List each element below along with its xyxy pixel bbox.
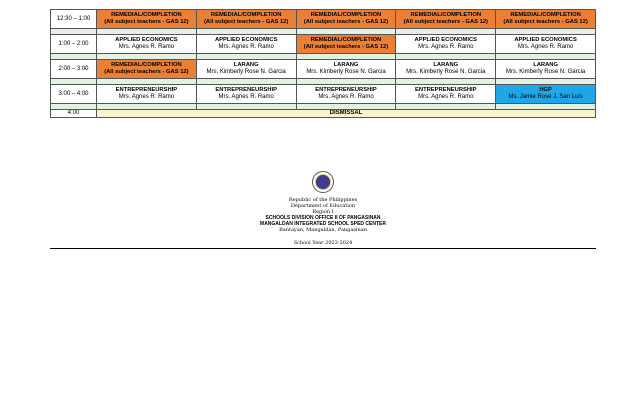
schedule-cell [396, 10, 496, 29]
schedule-cell [97, 35, 197, 54]
subject-label: ENTREPRENEURSHIP [415, 87, 477, 93]
subject-label: REMEDIAL/COMPLETION [111, 62, 182, 68]
teacher-label: (All subject teachers - GAS 12) [503, 19, 588, 25]
teacher-label: Mrs. Agnes R. Ramo [118, 94, 175, 100]
schedule-cell [196, 10, 296, 29]
school-year-line: School Year 2023-2024 [293, 240, 353, 246]
teacher-label: (All subject teachers - GAS 12) [303, 44, 389, 50]
subject-label: LARANG [533, 62, 558, 68]
teacher-label: Mrs. Kimberly Rose N. Garcia [306, 69, 386, 75]
subject-label: APPLIED ECONOMICS [514, 37, 577, 43]
teacher-label: Ms. Jamie Rose J. San Luis [508, 94, 583, 100]
subject-label: APPLIED ECONOMICS [214, 37, 278, 43]
time-cell: 2:00 – 3:00 [51, 60, 97, 79]
dismissal-time-cell: 4:00 [51, 110, 97, 118]
schedule-cell [296, 85, 396, 104]
subject-label: LARANG [233, 62, 259, 68]
teacher-label: Mrs. Agnes R. Ramo [418, 44, 474, 50]
schedule-body [51, 10, 596, 118]
teacher-label: (All subject teachers - GAS 12) [403, 19, 488, 25]
deped-seal-icon [312, 171, 334, 193]
letterhead-footer [50, 171, 596, 249]
time-cell: 1:00 – 2:00 [51, 35, 97, 54]
region-line: Region I [312, 209, 334, 215]
teacher-label: (All subject teachers - GAS 12) [104, 19, 189, 25]
subject-label: REMEDIAL/COMPLETION [510, 12, 581, 18]
department-line: Department of Education [290, 203, 356, 209]
schedule-cell [97, 60, 197, 79]
subject-label: LARANG [333, 62, 359, 68]
table-row [51, 35, 596, 54]
subject-label: APPLIED ECONOMICS [115, 37, 178, 43]
subject-label: ENTREPRENEURSHIP [115, 87, 178, 93]
teacher-label: Mrs. Kimberly Rose N. Garcia [505, 69, 586, 75]
teacher-label: Mrs. Agnes R. Ramo [318, 94, 374, 100]
dismissal-cell: DISMISSAL [97, 110, 596, 118]
schedule-cell [496, 10, 596, 29]
subject-label: ENTREPRENEURSHIP [315, 87, 377, 93]
dismissal-row [51, 110, 596, 118]
division-line: SCHOOLS DIVISION OFFICE II OF PANGASINAN [265, 215, 381, 221]
footer-divider [50, 248, 596, 249]
subject-label: ENTREPRENEURSHIP [215, 87, 277, 93]
school-line: MANGALDAN INTEGRATED SCHOOL SPED CENTER [260, 221, 386, 227]
teacher-label: Mrs. Kimberly Rose N. Garcia [406, 69, 486, 75]
teacher-label: (All subject teachers - GAS 12) [104, 69, 189, 75]
schedule-cell [196, 60, 296, 79]
teacher-label: (All subject teachers - GAS 12) [203, 19, 289, 25]
subject-label: REMEDIAL/COMPLETION [310, 12, 382, 18]
time-cell: 12:30 – 1:00 [51, 10, 97, 29]
schedule-cell [97, 10, 197, 29]
teacher-label: Mrs. Kimberly Rose N. Garcia [206, 69, 286, 75]
schedule-cell [496, 60, 596, 79]
subject-label: APPLIED ECONOMICS [414, 37, 478, 43]
table-row [51, 10, 596, 29]
schedule-cell [296, 35, 396, 54]
teacher-label: Mrs. Agnes R. Ramo [418, 94, 474, 100]
teacher-label: (All subject teachers - GAS 12) [303, 19, 389, 25]
table-row [51, 85, 596, 104]
schedule-cell [196, 35, 296, 54]
schedule-cell [196, 85, 296, 104]
schedule-cell [496, 85, 596, 104]
table-row [51, 60, 596, 79]
republic-line: Republic of the Philippines [288, 197, 358, 203]
time-cell: 3:00 – 4:00 [51, 85, 97, 104]
subject-label: REMEDIAL/COMPLETION [111, 12, 182, 18]
teacher-label: Mrs. Agnes R. Ramo [218, 94, 274, 100]
schedule-cell [396, 35, 496, 54]
address-line: Bantayan, Mangaldan, Pangasinan [279, 227, 367, 233]
schedule-cell [496, 35, 596, 54]
subject-label: LARANG [433, 62, 459, 68]
schedule-cell [396, 85, 496, 104]
schedule-cell [296, 60, 396, 79]
schedule-cell [396, 60, 496, 79]
schedule-cell [97, 85, 197, 104]
subject-label: REMEDIAL/COMPLETION [410, 12, 482, 18]
subject-label: HGP [539, 87, 552, 93]
teacher-label: Mrs. Agnes R. Ramo [118, 44, 175, 50]
subject-label: REMEDIAL/COMPLETION [210, 12, 282, 18]
schedule-table [50, 9, 596, 118]
subject-label: REMEDIAL/COMPLETION [310, 37, 382, 43]
teacher-label: Mrs. Agnes R. Ramo [517, 44, 574, 50]
schedule-cell [296, 10, 396, 29]
teacher-label: Mrs. Agnes R. Ramo [218, 44, 274, 50]
